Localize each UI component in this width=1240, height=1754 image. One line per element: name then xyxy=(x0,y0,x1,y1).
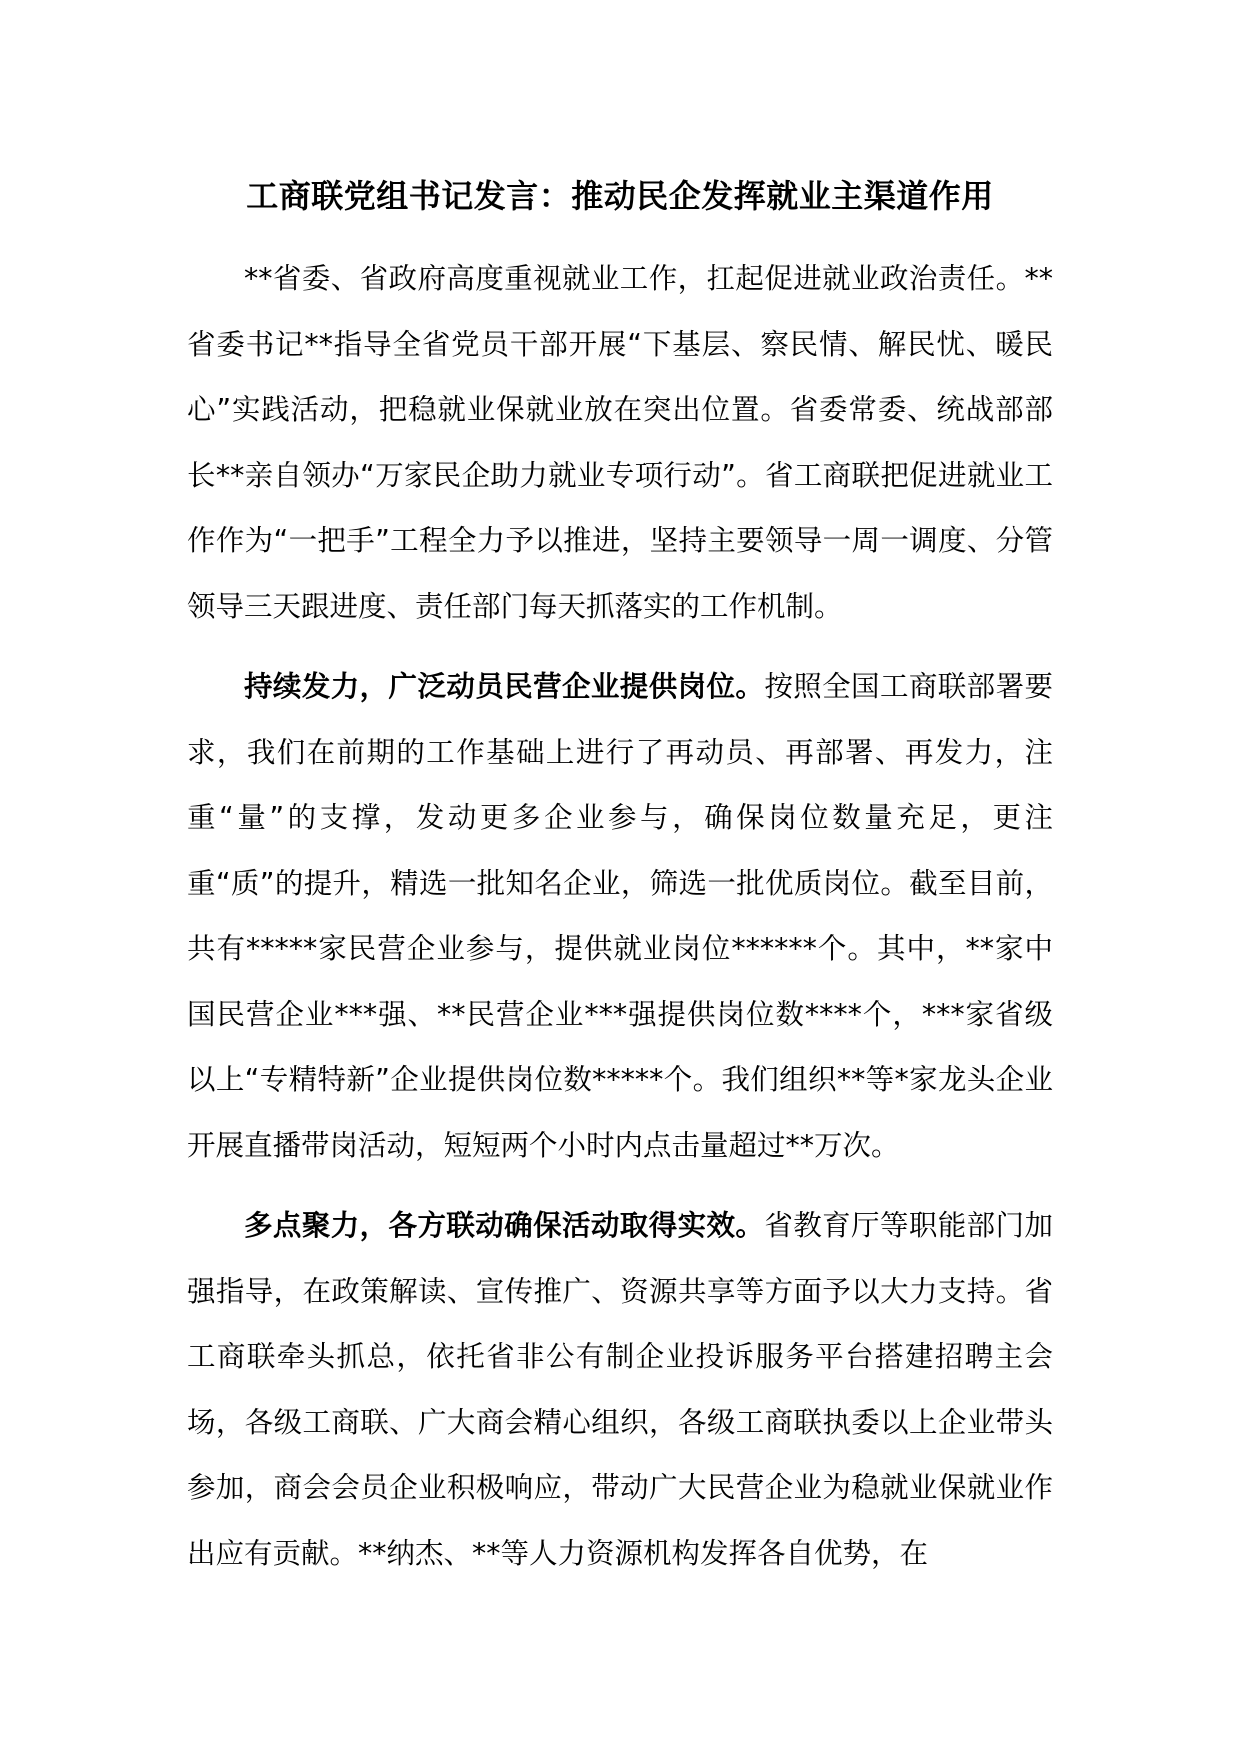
paragraph-intro xyxy=(187,246,1053,639)
paragraph-body: **省委、省政府高度重视就业工作，扛起促进就业政治责任。**省委书记**指导全省党员干部开展“下基层、察民情、解民忧、暖民心”实践活动，把稳就业保就业放在突出位置。省委常委、统战部部长**亲自领办“万家民企助力就业专项行动”。省工商联把促进就业工作作为“一把手”工程全力予以推进，坚持主要领导一周一调度、分管领导三天跟进度、责任部门每天抓落实的工作机制。 xyxy=(187,262,1053,623)
paragraph-lead: 多点聚力，各方联动确保活动取得实效。 xyxy=(244,1209,765,1242)
paragraph-body: 按照全国工商联部署要求，我们在前期的工作基础上进行了再动员、再部署、再发力，注重“量”的支撑，发动更多企业参与，确保岗位数量充足，更注重“质”的提升，精选一批知名企业，筛选一批优质岗位。截至目前，共有*****家民营企业参与，提供就业岗位******个。其中，**家中国民营企业***强、**民营企业***强提供岗位数****个，***家省级以上“专精特新”企业提供岗位数*****个。我们组织**等*家龙头企业开展直播带岗活动，短短两个小时内点击量超过**万次。 xyxy=(187,670,1053,1162)
paragraph-joint-effort xyxy=(187,1193,1053,1586)
paragraph-body: 省教育厅等职能部门加强指导，在政策解读、宣传推广、资源共享等方面予以大力支持。省工商联牵头抓总，依托省非公有制企业投诉服务平台搭建招聘主会场，各级工商联、广大商会精心组织，各级工商联执委以上企业带头参加，商会会员企业积极响应，带动广大民营企业为稳就业保就业作出应有贡献。**纳杰、**等人力资源机构发挥各自优势，在 xyxy=(187,1209,1053,1570)
document-title: 工商联党组书记发言：推动民企发挥就业主渠道作用 xyxy=(246,177,994,215)
paragraph-recruit-positions xyxy=(187,654,1053,1178)
paragraph-lead: 持续发力，广泛动员民营企业提供岗位。 xyxy=(244,670,765,703)
